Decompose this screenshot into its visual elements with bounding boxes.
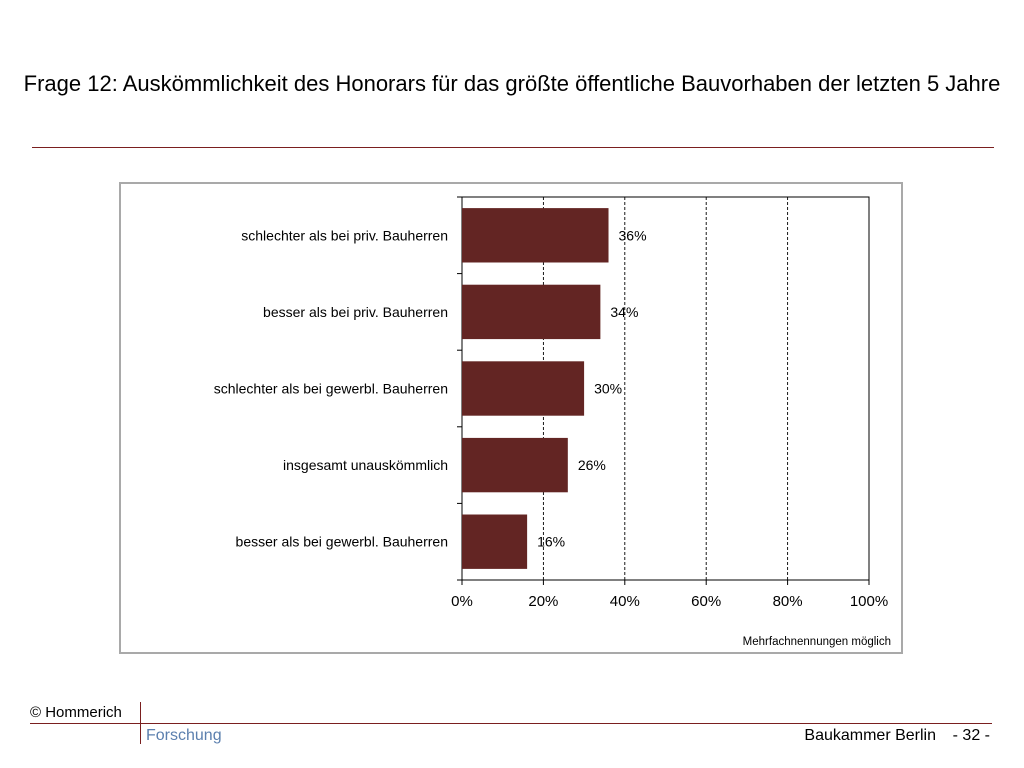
bar [462, 438, 568, 492]
footer-department: Forschung [146, 727, 222, 744]
footer-copyright: © Hommerich [30, 704, 122, 721]
bar-chart [121, 184, 901, 652]
footer-organization: Baukammer Berlin [804, 727, 936, 744]
bar [462, 285, 600, 339]
x-tick-label: 20% [528, 593, 559, 610]
x-tick-label: 100% [849, 593, 889, 610]
chart-frame [119, 182, 903, 654]
slide-title: Frage 12: Auskömmlichkeit des Honorars für das größte öffentliche Bauvorhaben der letzten 5 Jahre [23, 71, 1001, 96]
data-label: 30% [594, 380, 623, 397]
category-label: besser als bei priv. Bauherren [263, 303, 448, 320]
x-tick-label: 0% [451, 593, 473, 610]
footer-horizontal-divider [30, 723, 992, 724]
title-divider [32, 147, 994, 148]
category-label: insgesamt unauskömmlich [283, 457, 448, 474]
bar [462, 208, 609, 262]
data-label: 36% [618, 227, 647, 244]
x-tick-label: 60% [691, 593, 722, 610]
x-tick-label: 80% [772, 593, 803, 610]
data-label: 16% [537, 533, 566, 550]
category-label: schlechter als bei priv. Bauherren [241, 227, 448, 244]
x-tick-label: 40% [609, 593, 640, 610]
footer-page-number: - 32 - [952, 727, 990, 744]
data-label: 26% [577, 457, 606, 474]
category-label: schlechter als bei gewerbl. Bauherren [213, 380, 448, 397]
bar [462, 361, 584, 415]
chart-note: Mehrfachnennungen möglich [742, 636, 891, 648]
bar [462, 515, 527, 569]
category-label: besser als bei gewerbl. Bauherren [235, 533, 448, 550]
data-label: 34% [610, 303, 639, 320]
